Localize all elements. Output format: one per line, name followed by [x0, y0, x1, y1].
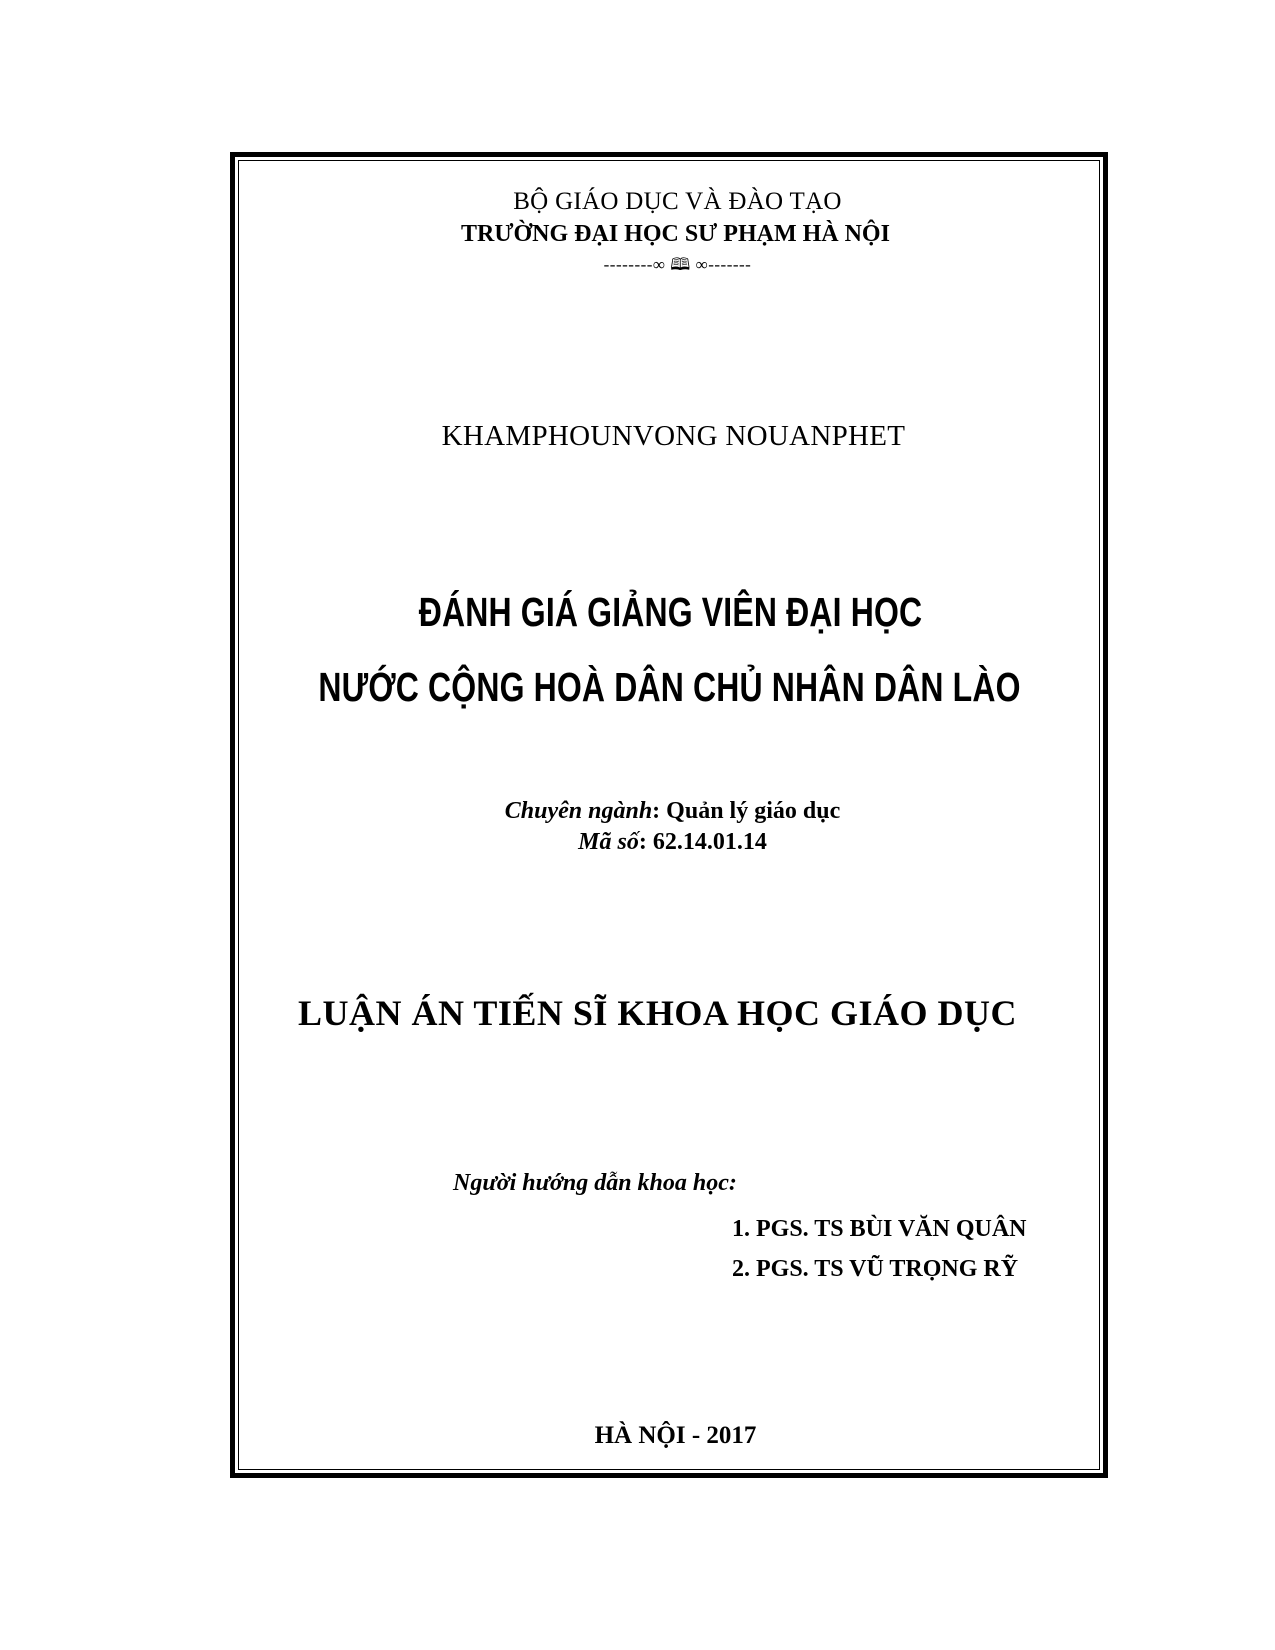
ornament-divider: --------∞ 🕮 ∞-------: [603, 255, 752, 274]
place-year: HÀ NỘI - 2017: [594, 1422, 757, 1449]
code-value: 62.14.01.14: [652, 829, 767, 855]
advisor-label: Người hướng dẫn khoa học:: [453, 1170, 737, 1196]
ministry-name: BỘ GIÁO DỤC VÀ ĐÀO TẠO: [513, 188, 842, 215]
degree-title: LUẬN ÁN TIẾN SĨ KHOA HỌC GIÁO DỤC: [298, 993, 1017, 1033]
code-label: Mã số: [578, 829, 639, 855]
thesis-title-line-2: NƯỚC CỘNG HOÀ DÂN CHỦ NHÂN DÂN LÀO: [318, 664, 1021, 710]
code-number: Mã số: 62.14.01.14: [578, 829, 767, 855]
author-name: KHAMPHOUNVONG NOUANPHET: [441, 420, 906, 452]
specialization-label: Chuyên ngành: [504, 798, 653, 824]
specialization: Chuyên ngành: Quản lý giáo dục: [504, 798, 841, 824]
thesis-title-line-1: ĐÁNH GIÁ GIẢNG VIÊN ĐẠI HỌC: [418, 589, 923, 635]
advisor-item: 1. PGS. TS BÙI VĂN QUÂN: [732, 1216, 1027, 1242]
specialization-value: Quản lý giáo dục: [666, 798, 841, 824]
university-name: TRƯỜNG ĐẠI HỌC SƯ PHẠM HÀ NỘI: [461, 221, 890, 247]
advisor-item: 2. PGS. TS VŨ TRỌNG RỸ: [732, 1256, 1019, 1282]
